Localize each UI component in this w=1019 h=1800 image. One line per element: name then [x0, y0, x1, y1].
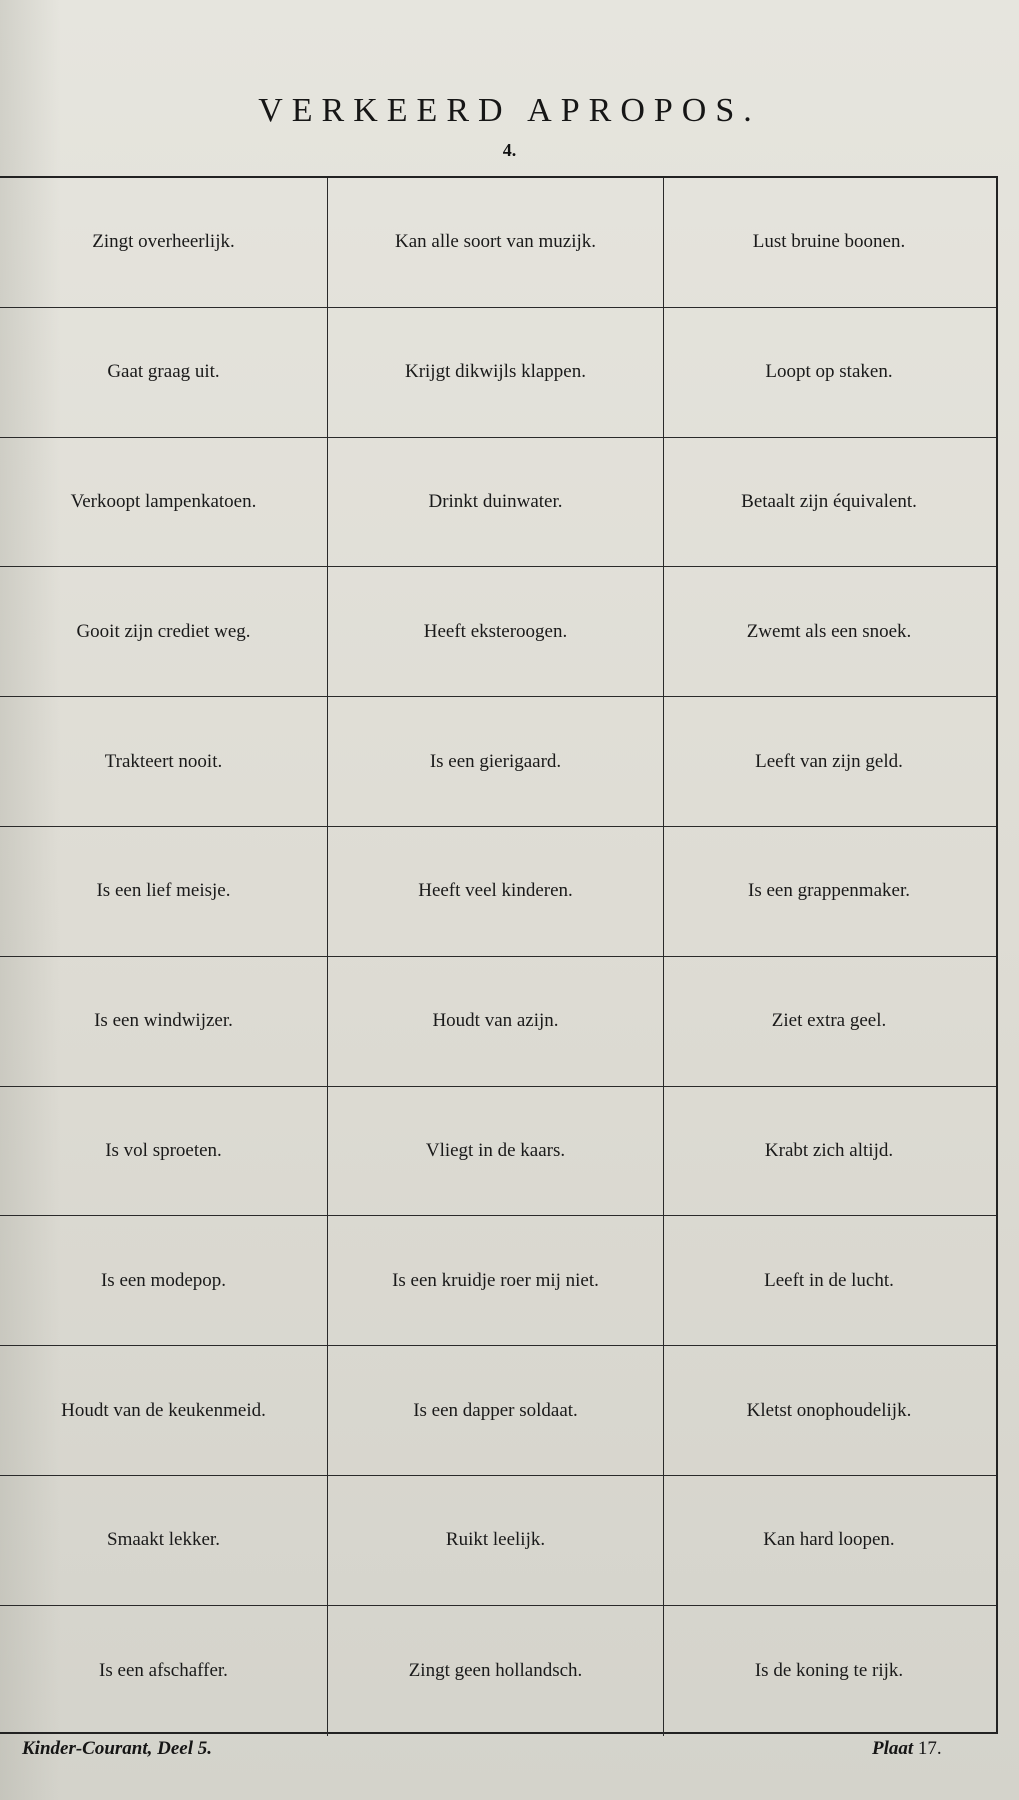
grid-cell: Is een kruidje roer mij niet.: [328, 1216, 664, 1345]
plate-number: 4.: [502, 140, 517, 160]
grid-cell: Is een lief meisje.: [0, 827, 328, 956]
grid-cell: Leeft van zijn geld.: [755, 750, 903, 772]
grid-cell: Is een afschaffer.: [0, 1606, 328, 1736]
grid-row: [0, 1087, 996, 1217]
grid-cell: Is een windwijzer.: [0, 957, 328, 1086]
grid-cell: Kletst onophoudelijk.: [746, 1399, 912, 1421]
grid-cell: Houdt van de keukenmeid.: [0, 1346, 328, 1475]
grid-row: [0, 1216, 996, 1346]
grid-cell: Verkoopt lampenkatoen.: [0, 438, 328, 567]
grid-row: [0, 178, 996, 308]
grid-cell: Heeft eksteroogen.: [328, 567, 664, 696]
grid-cell: Zwemt als een snoek.: [746, 620, 912, 642]
grid-row: [0, 567, 996, 697]
grid-cell: Is de koning te rijk.: [754, 1659, 904, 1681]
grid-row: [0, 1476, 996, 1606]
grid-cell: Leeft in de lucht.: [764, 1269, 894, 1291]
grid-cell: Is een modepop.: [0, 1216, 328, 1345]
grid-cell: Krabt zich altijd.: [764, 1139, 894, 1161]
grid-row: [0, 308, 996, 438]
grid-cell: Is vol sproeten.: [0, 1087, 328, 1216]
grid-cell: Drinkt duinwater.: [328, 438, 664, 567]
grid-row: [0, 438, 996, 568]
grid-cell: Gaat graag uit.: [0, 308, 328, 437]
grid-cell: Krijgt dikwijls klappen.: [328, 308, 664, 437]
grid-cell: Kan alle soort van muzijk.: [328, 178, 664, 307]
grid-row: [0, 697, 996, 827]
grid-cell: Houdt van azijn.: [328, 957, 664, 1086]
grid-cell: Kan hard loopen.: [763, 1529, 895, 1551]
grid-row: [0, 1606, 996, 1736]
grid-row: [0, 827, 996, 957]
grid-cell: Loopt op staken.: [765, 361, 893, 383]
grid-cell: Vliegt in de kaars.: [328, 1087, 664, 1216]
grid-cell: Smaakt lekker.: [0, 1476, 328, 1605]
footer-plate-label: Plaat: [872, 1738, 914, 1759]
grid-cell: Lust bruine boonen.: [752, 231, 906, 253]
grid-cell: Heeft veel kinderen.: [328, 827, 664, 956]
grid-cell: Is een gierigaard.: [328, 697, 664, 826]
grid-cell: Gooit zijn crediet weg.: [0, 567, 328, 696]
grid-cell: Betaalt zijn équivalent.: [741, 490, 917, 512]
footer-publication: Kinder-Courant, Deel 5.: [22, 1738, 213, 1759]
grid-cell: Zingt geen hollandsch.: [328, 1606, 664, 1736]
page-title: VERKEERD APROPOS.: [258, 92, 761, 129]
grid-row: [0, 957, 996, 1087]
grid-cell: Ruikt leelijk.: [328, 1476, 664, 1605]
footer-plate-number: 17.: [917, 1738, 942, 1759]
grid-row: [0, 1346, 996, 1476]
grid-cell: Is een grappenmaker.: [748, 880, 910, 902]
grid-cell: Is een dapper soldaat.: [328, 1346, 664, 1475]
footer-plate: [872, 1738, 942, 1760]
grid-cell: Ziet extra geel.: [771, 1010, 887, 1032]
grid-cell: Trakteert nooit.: [0, 697, 328, 826]
card-grid: [0, 176, 998, 1734]
grid-cell: Zingt overheerlijk.: [0, 178, 328, 307]
